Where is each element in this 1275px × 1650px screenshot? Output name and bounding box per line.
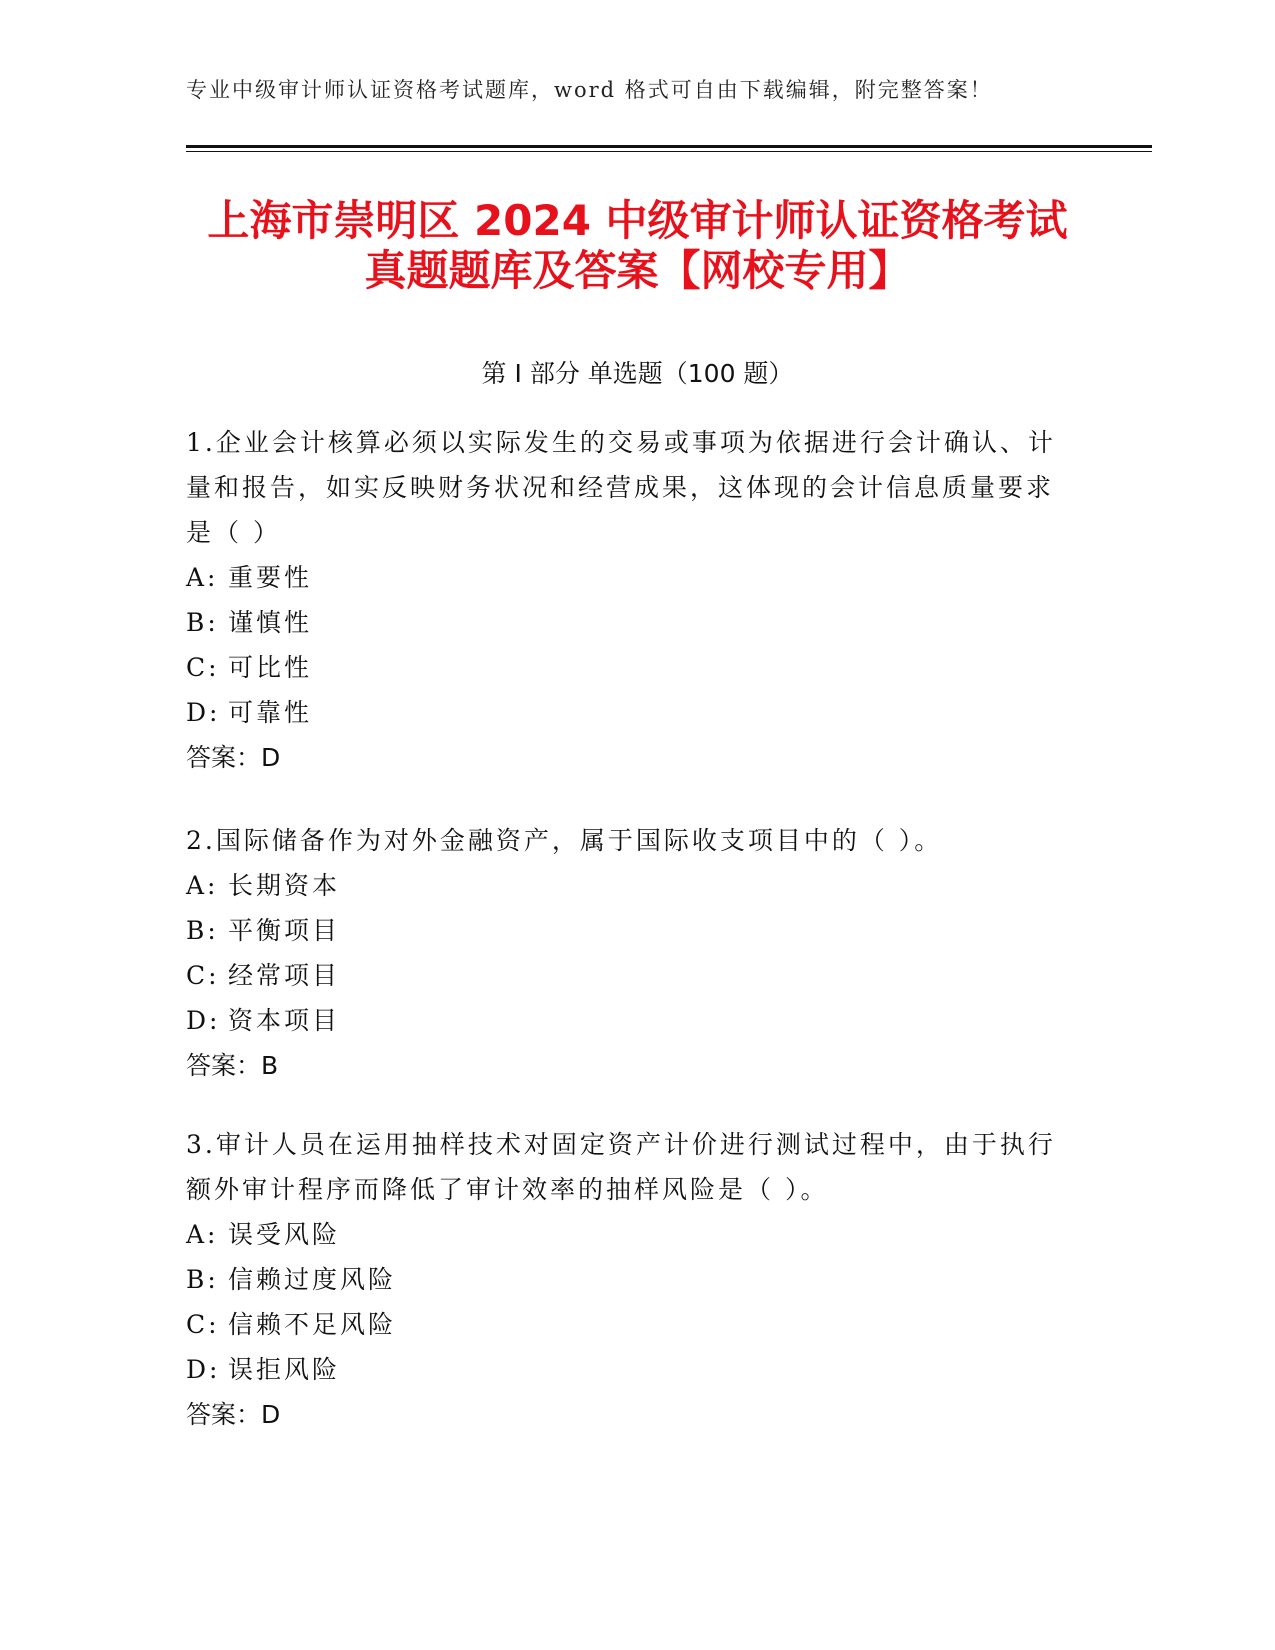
option-key: C: [186,961,220,990]
header-rule-thick [186,145,1152,148]
option-text: 误受风险 [228,1220,341,1249]
option-text: 重要性 [228,563,313,592]
question-3 [186,1122,1066,1437]
option-key: A: [186,871,219,900]
option-c [186,645,1066,690]
option-b [186,600,1066,645]
option-key: B: [186,916,219,945]
document-title-line1: 上海市崇明区 2024 中级审计师认证资格考试 [207,196,1068,245]
question-2 [186,818,1066,1088]
option-c [186,1302,1066,1347]
answer-line: 答案：D [186,743,281,772]
question-stem: 1.企业会计核算必须以实际发生的交易或事项为依据进行会计确认、计量和报告，如实反映财务状况和经营成果，这体现的会计信息质量要求是（ ） [186,428,1056,547]
option-c [186,953,1066,998]
option-key: B: [186,608,219,637]
option-d [186,1347,1066,1392]
option-key: C: [186,653,220,682]
option-text: 经常项目 [228,961,341,990]
option-text: 平衡项目 [228,916,341,945]
option-d [186,998,1066,1043]
option-text: 长期资本 [228,871,341,900]
option-a [186,863,1066,908]
option-key: D: [186,698,221,727]
question-stem: 3.审计人员在运用抽样技术对固定资产计价进行测试过程中，由于执行额外审计程序而降低了审计效率的抽样风险是（ ）。 [186,1130,1056,1204]
option-text: 信赖过度风险 [228,1265,397,1294]
option-text: 谨慎性 [228,608,313,637]
answer-line: 答案：D [186,1400,281,1429]
option-a [186,1212,1066,1257]
question-stem: 2.国际储备作为对外金融资产，属于国际收支项目中的（ ）。 [186,826,943,855]
option-text: 信赖不足风险 [228,1310,397,1339]
option-b [186,1257,1066,1302]
option-text: 资本项目 [228,1006,341,1035]
option-text: 可比性 [228,653,313,682]
option-b [186,908,1066,953]
answer-line: 答案：B [186,1051,279,1080]
question-1 [186,420,1066,780]
option-key: D: [186,1006,221,1035]
option-key: C: [186,1310,220,1339]
option-key: D: [186,1355,221,1384]
document-title [140,196,1135,296]
option-key: B: [186,1265,219,1294]
option-key: A: [186,1220,219,1249]
option-text: 可靠性 [228,698,313,727]
header-rule-thin [186,151,1152,152]
document-title-line2: 真题题库及答案【网校专用】 [364,246,911,295]
section-title: 第 I 部分 单选题（100 题） [481,359,794,388]
option-text: 误拒风险 [228,1355,341,1384]
option-d [186,690,1066,735]
option-a [186,555,1066,600]
header-note: 专业中级审计师认证资格考试题库，word 格式可自由下载编辑，附完整答案！ [186,78,993,102]
option-key: A: [186,563,219,592]
